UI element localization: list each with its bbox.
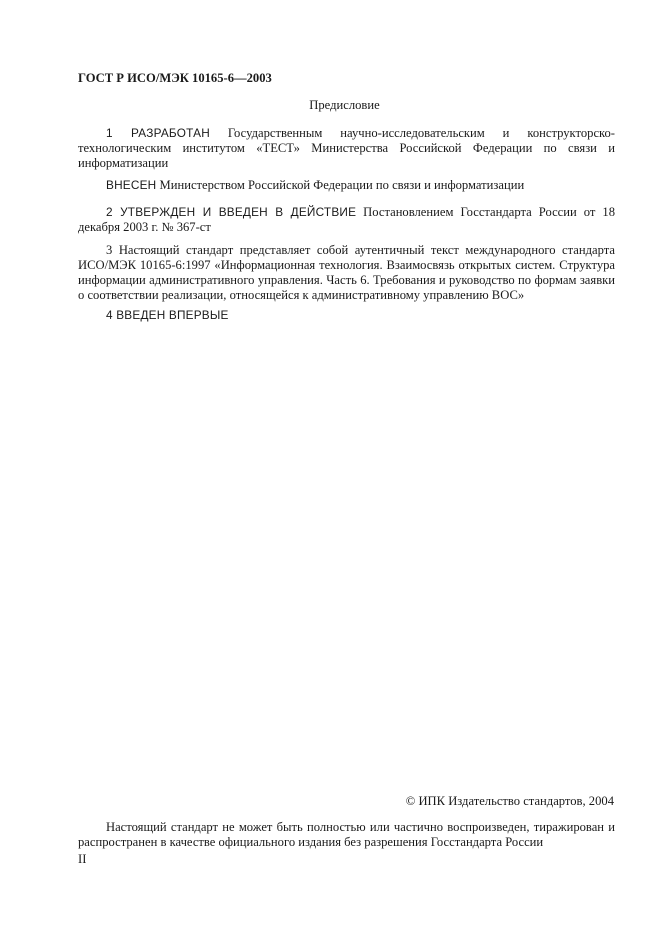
paragraph-2-text: Постановлением Госстандарта России от 18 декабря 2003 г. № 367-ст: [78, 205, 615, 234]
legal-notice: Настоящий стандарт не может быть полностью или частично воспроизведен, тиражирован и распространен в качестве официального издания без разрешения Госстандарта России: [78, 820, 615, 849]
copyright-line: © ИПК Издательство стандартов, 2004: [405, 794, 614, 808]
paragraph-1-lead: 1 РАЗРАБОТАН: [106, 126, 210, 140]
paragraph-1-text: Государственным научно-исследовательским и конструкторско-технологическим институтом «ТЕСТ» Министерства Российской Федерации по связи и информатизации: [78, 126, 615, 170]
paragraph-2: [78, 205, 615, 235]
paragraph-1b-lead: ВНЕСЕН: [106, 178, 157, 192]
paragraph-4: [78, 308, 615, 323]
page-number: II: [78, 852, 87, 866]
page-title: Предисловие: [309, 98, 380, 112]
paragraph-4-lead: 4 ВВЕДЕН ВПЕРВЫЕ: [106, 308, 229, 322]
document-header: ГОСТ Р ИСО/МЭК 10165-6—2003: [78, 71, 272, 85]
paragraph-1: [78, 126, 615, 171]
paragraph-2-lead: 2 УТВЕРЖДЕН И ВВЕДЕН В ДЕЙСТВИЕ: [106, 205, 357, 219]
paragraph-1b-text: Министерством Российской Федерации по связи и информатизации: [156, 178, 525, 192]
paragraph-1b: [78, 178, 615, 193]
paragraph-3: 3 Настоящий стандарт представляет собой аутентичный текст международного стандарта ИСО/МЭК 10165-6:1997 «Информационная технология. Взаимосвязь открытых систем. Структура информации административного управления. Часть 6. Требования и руководство по формам заявки о соответствии реализации, относящейся к административному управлению ВОС»: [78, 243, 615, 302]
